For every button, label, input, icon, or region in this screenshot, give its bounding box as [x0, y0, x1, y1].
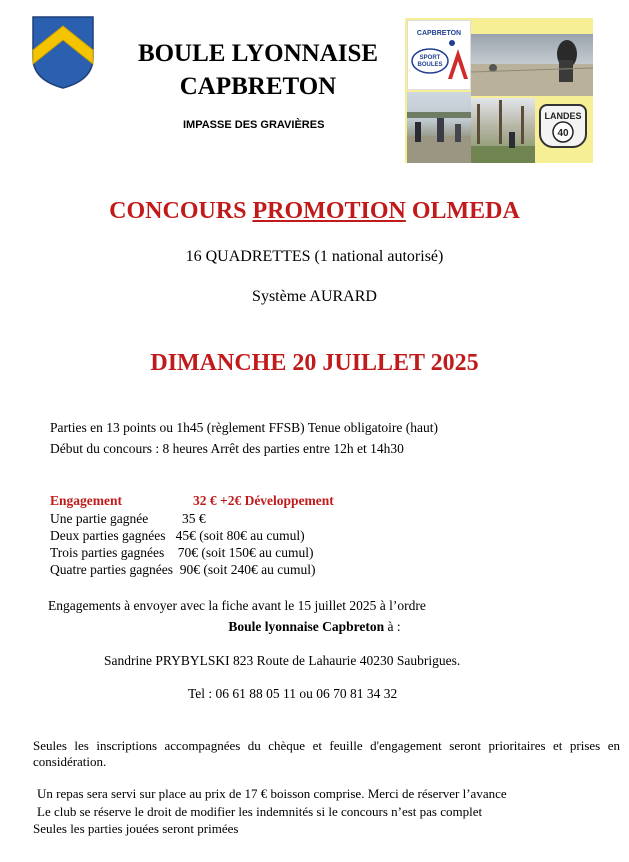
sport-boules-capbreton-logo: [407, 20, 471, 90]
prize-label: Trois parties gagnées: [50, 545, 165, 560]
landes-40-logo: [539, 104, 587, 148]
players-field-photo: [407, 92, 471, 163]
event-subtitle: 16 QUADRETTES (1 national autorisé): [185, 248, 444, 265]
prize-value: 45€ (soit 80€ au cumul): [175, 528, 305, 543]
capbreton-logo-text: CAPBRETON: [416, 30, 462, 37]
meal-notice: Un repas sera servi sur place au prix de 17 € boisson comprise. Merci de réserver l’avance: [37, 786, 507, 801]
prize-label: Quatre parties gagnées: [50, 562, 173, 577]
landes-logo-text: LANDES: [544, 111, 582, 121]
registration-contact: Sandrine PRYBYLSKI 823 Route de Lahaurie 40230 Saubrigues.: [104, 653, 461, 668]
payee-name: Boule lyonnaise Capbreton: [228, 619, 385, 634]
trees-boulodrome-photo: [471, 98, 535, 163]
played-games-notice: Seules les parties jouées seront primées: [33, 821, 239, 836]
event-title-end: OLMEDA: [405, 198, 520, 224]
registration-payee: [0, 619, 629, 635]
prize-label: Deux parties gagnées: [50, 528, 166, 543]
coat-of-arms-icon: [30, 14, 96, 90]
prize-value: 90€ (soit 240€ au cumul): [179, 562, 316, 577]
prize-value: 35 €: [181, 511, 206, 526]
club-reserve-notice: Le club se réserve le droit de modifier les indemnités si le concours n’est pas complet: [37, 804, 483, 819]
event-system: Système AURARD: [252, 288, 377, 305]
event-date: DIMANCHE 20 JUILLET 2025: [150, 350, 479, 376]
event-title-highlight: PROMOTION: [252, 198, 406, 224]
engagement-label: Engagement: [50, 493, 122, 508]
prize-value: 70€ (soit 150€ au cumul): [177, 545, 314, 560]
boules-logo-text: BOULES: [417, 62, 443, 68]
prize-row: [50, 562, 315, 578]
engagement-value: 32 € +2€ Développement: [193, 493, 334, 508]
registration-phone: Tel : 06 61 88 05 11 ou 06 70 81 34 32: [188, 686, 398, 701]
photo-collage: [405, 18, 593, 163]
club-address: IMPASSE DES GRAVIÈRES: [183, 119, 325, 131]
rules-line-2: Début du concours : 8 heures Arrêt des parties entre 12h et 14h30: [50, 441, 404, 456]
priority-notice: Seules les inscriptions accompagnées du chèque et feuille d'engagement seront prioritaires et prises en considération.: [33, 738, 620, 769]
event-title: [0, 198, 629, 225]
event-title-start: CONCOURS: [109, 198, 253, 224]
prize-label: Une partie gagnée: [50, 511, 149, 526]
prize-row: [50, 511, 206, 527]
club-name-line2: CAPBRETON: [179, 73, 337, 100]
prize-row: [50, 528, 305, 544]
club-name-line1: BOULE LYONNAISE: [137, 40, 379, 67]
payee-suffix: à :: [384, 619, 401, 634]
rules-line-1: Parties en 13 points ou 1h45 (règlement FFSB) Tenue obligatoire (haut): [50, 420, 438, 435]
sport-logo-text: SPORT: [419, 55, 441, 61]
registration-instructions: Engagements à envoyer avec la fiche avant le 15 juillet 2025 à l’ordre: [48, 598, 426, 613]
prize-row: [50, 545, 313, 561]
player-throwing-photo: [471, 34, 593, 96]
landes-number-text: 40: [557, 128, 569, 139]
